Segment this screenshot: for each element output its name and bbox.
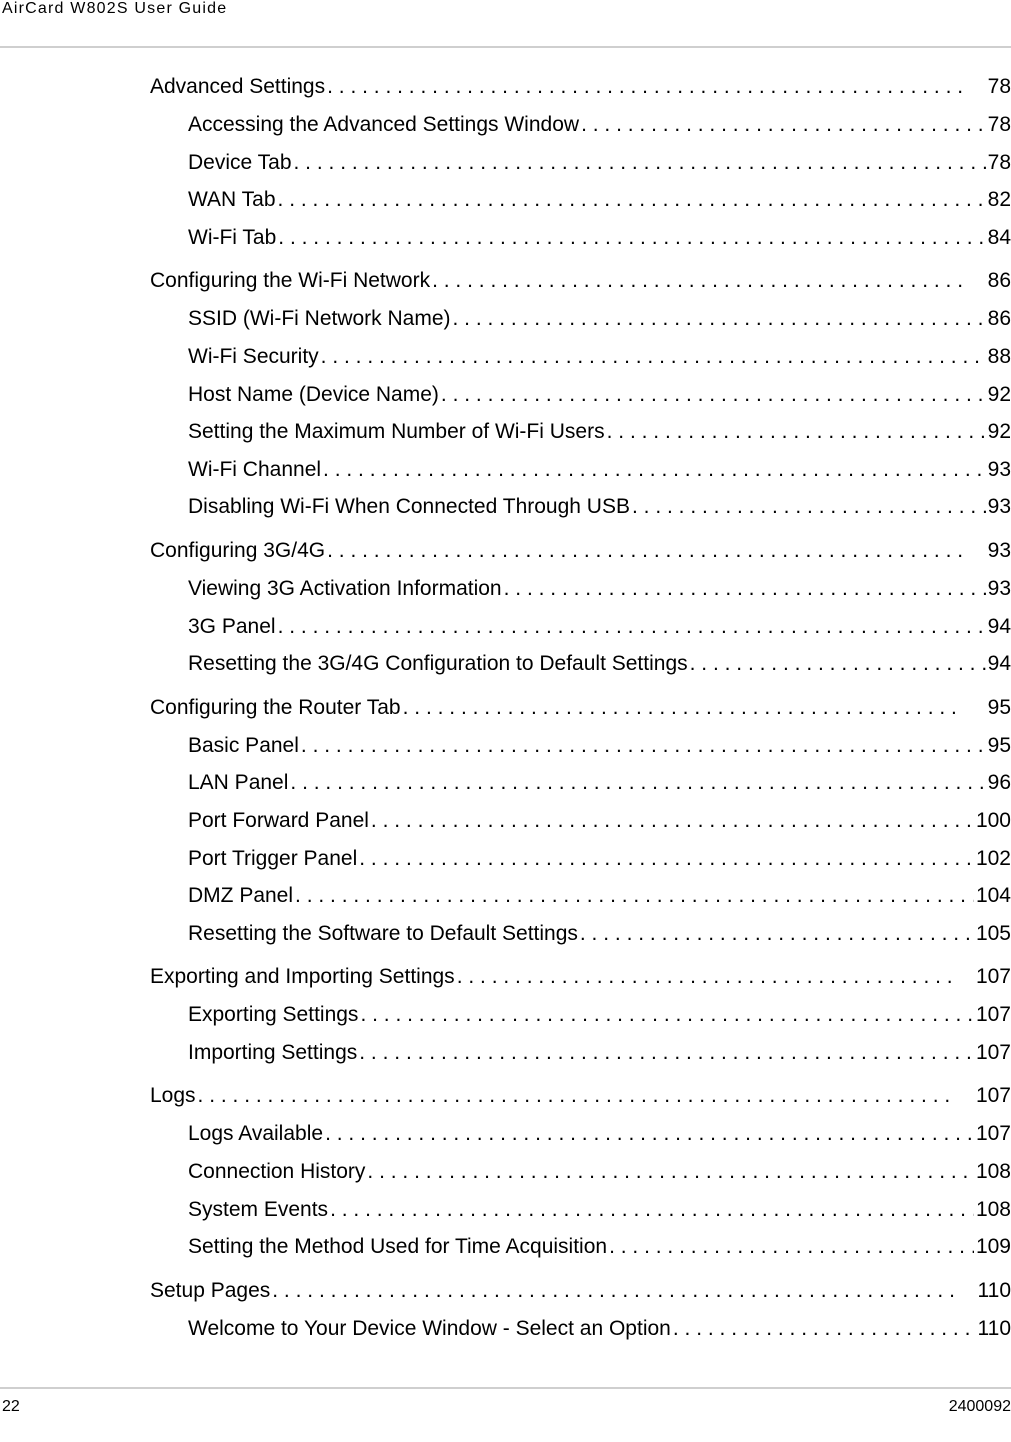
toc-entry-title: System Events [188, 1197, 329, 1221]
dot-leader [359, 847, 974, 871]
toc-entry-title: Configuring the Wi-Fi Network [150, 269, 431, 293]
toc-subsection-entry[interactable] [150, 847, 1011, 885]
dot-leader [360, 1003, 974, 1027]
toc-entry-title: Device Tab [188, 150, 292, 174]
toc-entry-title: Accessing the Advanced Settings Window [188, 113, 580, 136]
toc-entry-page-number: 110 [977, 1278, 1011, 1302]
dot-leader [325, 1122, 974, 1146]
toc-entry-page-number: 78 [987, 150, 1011, 174]
dot-leader [278, 226, 985, 250]
toc-subsection-entry[interactable] [150, 809, 1011, 847]
toc-entry-title: Port Trigger Panel [188, 846, 358, 870]
dot-leader [403, 696, 964, 720]
toc-subsection-entry[interactable] [150, 1041, 1011, 1079]
toc-entry-page-number: 96 [987, 771, 1011, 795]
toc-entry-title: Wi-Fi Security [188, 344, 319, 368]
toc-entry-page-number: 107 [975, 1040, 1011, 1064]
toc-entry-page-number: 93 [987, 457, 1011, 481]
toc-entry-page-number: 88 [987, 344, 1011, 368]
toc-section-entry[interactable] [150, 1084, 1011, 1122]
toc-subsection-entry[interactable] [150, 615, 1011, 653]
dot-leader [278, 188, 986, 212]
toc-section-entry[interactable] [150, 269, 1011, 307]
toc-entry-page-number: 93 [987, 576, 1011, 600]
toc-entry-title: Logs [150, 1084, 196, 1108]
toc-section-entry[interactable] [150, 1279, 1011, 1317]
toc-section-entry[interactable] [150, 965, 1011, 1003]
dot-leader [367, 1160, 974, 1184]
dot-leader [581, 113, 986, 137]
toc-entry-page-number: 84 [987, 225, 1011, 249]
toc-entry-page-number: 100 [975, 808, 1011, 832]
toc-entry-title: Disabling Wi-Fi When Connected Through USB [188, 495, 630, 519]
toc-section-entry[interactable] [150, 696, 1011, 734]
toc-section-entry[interactable] [150, 75, 1011, 113]
toc-entry-page-number: 78 [987, 75, 1011, 98]
toc-entry-page-number: 86 [987, 307, 1011, 331]
toc-entry-title: Exporting and Importing Settings [150, 965, 455, 989]
toc-entry-page-number: 78 [987, 113, 1011, 136]
dot-leader [327, 539, 964, 563]
toc-subsection-entry[interactable] [150, 226, 1011, 264]
toc-subsection-entry[interactable] [150, 458, 1011, 496]
toc-subsection-entry[interactable] [150, 1235, 1011, 1273]
toc-entry-title: Host Name (Device Name) [188, 382, 439, 406]
dot-leader [609, 1235, 974, 1259]
toc-entry-page-number: 86 [987, 269, 1011, 293]
dot-leader [453, 307, 986, 331]
toc-entry-title: Port Forward Panel [188, 808, 369, 832]
toc-entry-title: Wi-Fi Tab [188, 225, 277, 249]
dot-leader [359, 1041, 974, 1065]
toc-entry-page-number: 94 [987, 652, 1011, 676]
dot-leader [607, 420, 986, 444]
toc-entry-title: Configuring 3G/4G [150, 538, 326, 562]
toc-entry-title: SSID (Wi-Fi Network Name) [188, 307, 451, 331]
toc-subsection-entry[interactable] [150, 734, 1011, 772]
table-of-contents [150, 75, 1011, 1354]
toc-entry-title: 3G Panel [188, 614, 276, 638]
dot-leader [323, 458, 986, 482]
toc-subsection-entry[interactable] [150, 188, 1011, 226]
toc-subsection-entry[interactable] [150, 307, 1011, 345]
toc-entry-page-number: 92 [987, 382, 1011, 406]
toc-entry-title: Basic Panel [188, 733, 299, 757]
toc-subsection-entry[interactable] [150, 345, 1011, 383]
toc-entry-title: Resetting the 3G/4G Configuration to Default Settings [188, 652, 688, 676]
toc-entry-title: Exporting Settings [188, 1003, 359, 1027]
toc-entry-page-number: 107 [975, 1003, 1011, 1027]
toc-entry-title: Connection History [188, 1160, 366, 1184]
toc-subsection-entry[interactable] [150, 884, 1011, 922]
dot-leader [580, 922, 974, 946]
toc-subsection-entry[interactable] [150, 1122, 1011, 1160]
dot-leader [432, 269, 964, 293]
toc-entry-page-number: 108 [975, 1160, 1011, 1184]
toc-entry-page-number: 94 [987, 614, 1011, 638]
dot-leader [321, 345, 986, 369]
toc-entry-title: Setting the Method Used for Time Acquisition [188, 1235, 608, 1259]
toc-subsection-entry[interactable] [150, 1198, 1011, 1236]
header-divider [0, 46, 1011, 48]
toc-entry-title: Configuring the Router Tab [150, 695, 401, 719]
toc-entry-title: Setup Pages [150, 1278, 271, 1302]
footer-page-number: 22 [2, 1398, 20, 1415]
toc-entry-title: Logs Available [188, 1122, 324, 1146]
toc-entry-page-number: 109 [975, 1235, 1011, 1259]
toc-subsection-entry[interactable] [150, 113, 1011, 151]
dot-leader [278, 615, 986, 639]
dot-leader [690, 652, 986, 676]
toc-entry-title: Wi-Fi Channel [188, 457, 322, 481]
toc-subsection-entry[interactable] [150, 1317, 1011, 1355]
toc-section-entry[interactable] [150, 539, 1011, 577]
running-header-title: AirCard W802S User Guide [2, 0, 228, 17]
toc-subsection-entry[interactable] [150, 771, 1011, 809]
dot-leader [632, 495, 986, 519]
dot-leader [330, 1198, 974, 1222]
toc-entry-page-number: 102 [975, 846, 1011, 870]
toc-subsection-entry[interactable] [150, 495, 1011, 533]
toc-subsection-entry[interactable] [150, 151, 1011, 189]
toc-subsection-entry[interactable] [150, 922, 1011, 960]
toc-entry-page-number: 95 [987, 695, 1011, 719]
toc-entry-page-number: 110 [977, 1316, 1011, 1340]
toc-entry-page-number: 108 [975, 1197, 1011, 1221]
toc-entry-title: Setting the Maximum Number of Wi-Fi Users [188, 420, 605, 444]
toc-entry-page-number: 92 [987, 420, 1011, 444]
toc-subsection-entry[interactable] [150, 652, 1011, 690]
toc-entry-title: DMZ Panel [188, 884, 294, 908]
dot-leader [327, 75, 964, 99]
toc-entry-page-number: 95 [987, 733, 1011, 757]
toc-entry-page-number: 104 [975, 884, 1011, 908]
dot-leader [272, 1279, 953, 1303]
toc-entry-title: Resetting the Software to Default Settings [188, 921, 578, 945]
toc-entry-page-number: 107 [975, 1122, 1011, 1146]
toc-entry-page-number: 107 [975, 1084, 1011, 1108]
toc-subsection-entry[interactable] [150, 383, 1011, 421]
toc-subsection-entry[interactable] [150, 1160, 1011, 1198]
dot-leader [457, 965, 952, 989]
toc-subsection-entry[interactable] [150, 577, 1011, 615]
toc-subsection-entry[interactable] [150, 420, 1011, 458]
dot-leader [295, 884, 974, 908]
toc-entry-title: WAN Tab [188, 188, 276, 212]
dot-leader [441, 383, 986, 407]
toc-entry-title: LAN Panel [188, 771, 289, 795]
dot-leader [371, 809, 974, 833]
toc-entry-page-number: 93 [987, 495, 1011, 519]
toc-entry-title: Viewing 3G Activation Information [188, 576, 502, 600]
toc-entry-page-number: 93 [987, 538, 1011, 562]
dot-leader [504, 577, 986, 601]
toc-subsection-entry[interactable] [150, 1003, 1011, 1041]
dot-leader [294, 151, 986, 175]
toc-entry-title: Advanced Settings [150, 75, 326, 98]
toc-entry-page-number: 107 [975, 965, 1011, 989]
footer-document-number: 2400092 [948, 1398, 1011, 1415]
toc-entry-page-number: 105 [975, 921, 1011, 945]
dot-leader [290, 771, 985, 795]
dot-leader [673, 1317, 976, 1341]
dot-leader [301, 734, 986, 758]
footer-divider [0, 1387, 1011, 1389]
toc-entry-title: Welcome to Your Device Window - Select an Option [188, 1316, 671, 1340]
toc-entry-title: Importing Settings [188, 1040, 358, 1064]
dot-leader [198, 1084, 952, 1108]
toc-entry-page-number: 82 [987, 188, 1011, 212]
